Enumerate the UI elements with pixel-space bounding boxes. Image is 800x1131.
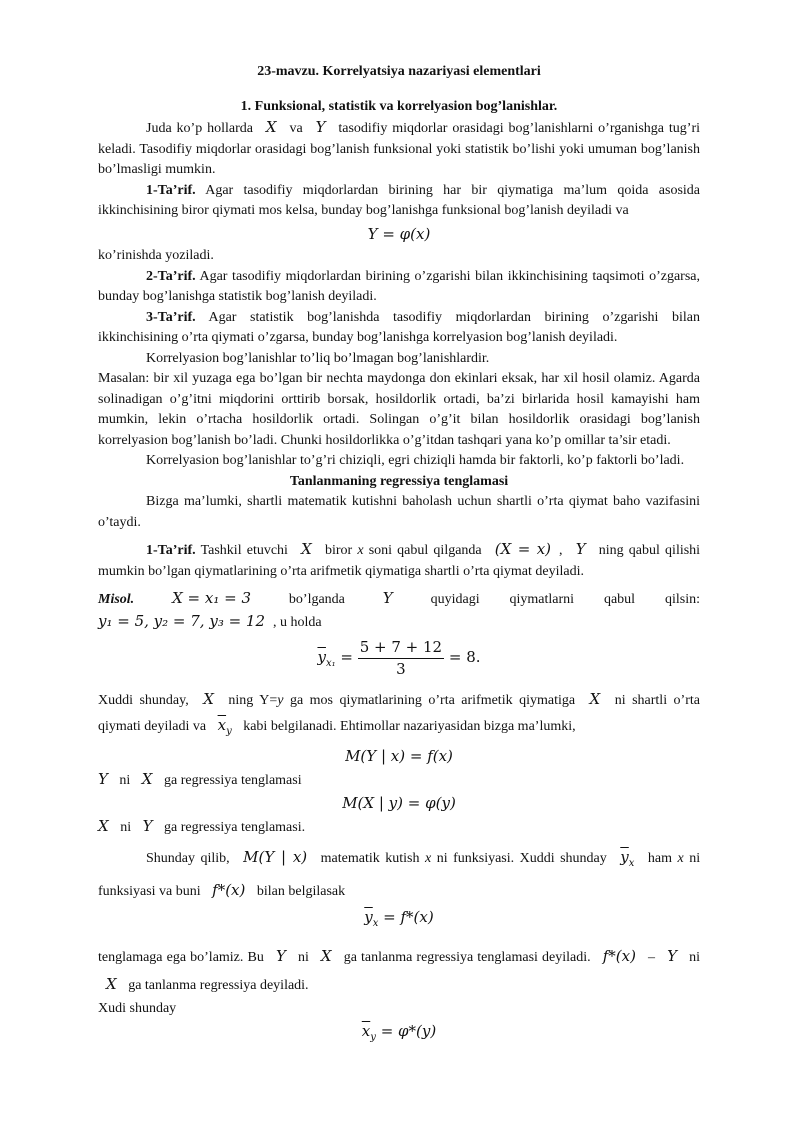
paragraph-tenglama: [98, 943, 700, 999]
paragraph-bizga: Bizga ma’lumki, shartli matematik kutishni baholash uchun shartli o’rta qiymat baho vazifasini o’taydi.: [98, 494, 700, 530]
dash: –: [648, 949, 656, 965]
text: bilan belgilasak: [256, 884, 346, 899]
text: ga regressiya tenglamasi: [163, 772, 302, 788]
var-y: Y: [575, 540, 586, 558]
ybar: $\overline{y}$: [364, 908, 373, 926]
formula-rhs: = φ*(y): [380, 1022, 437, 1040]
text: ga mos qiymatlarining o’rta arifmetik qiymatiga: [289, 693, 576, 708]
text: qiymatlarni: [509, 592, 575, 607]
definition-label: 2-Ta’rif.: [146, 268, 196, 284]
text: ni: [297, 949, 309, 965]
page-heading: 23-mavzu. Korrelyatsiya nazariyasi elementlari: [257, 64, 541, 79]
formula-mean-example: $\overline{y}_{x_1}$ = $\frac{5 + 7 + 12}{3}$ = 8.: [317, 638, 481, 678]
var-y: Y: [98, 769, 108, 788]
subscript: y: [226, 726, 232, 737]
text: kabi belgilanadi. Ehtimollar nazariyasidan bizga ma’lumki,: [243, 719, 576, 734]
formula-regression-xy: M(X | y) = φ(y): [342, 794, 456, 812]
definition-label: 1-Ta’rif.: [146, 182, 196, 198]
text: ni funksiyasi. Xuddi shunday: [436, 851, 607, 866]
text: Shunday qilib,: [146, 851, 230, 866]
formula-inline: f*(x): [212, 881, 246, 899]
misol-label: Misol.: [98, 592, 135, 607]
var-y: Y: [667, 946, 678, 965]
text: Xuddi shunday,: [98, 693, 189, 708]
ybar: $\overline{y}$: [317, 648, 326, 666]
formula-inline: f*(x): [602, 946, 636, 965]
var-x: X: [106, 974, 117, 993]
subscript: x: [372, 918, 379, 929]
text: va: [289, 121, 303, 136]
result: = 8.: [448, 648, 481, 666]
definition-3: [98, 308, 700, 349]
var-y: Y: [315, 118, 326, 136]
paragraph-korrelyasion-2: Korrelyasion bog’lanishlar to’g’ri chiziqli, egri chiziqli hamda bir faktorli, ko’p faktorli bo’ladi.: [146, 453, 685, 468]
definition-text: Agar tasodifiy miqdorlardan birining har bir qiymatiga ma’lum qoida asosida ikkinchisining biror qiymati mos kelsa, bunday bog’lanishga funksional bog’lanish deyiladi va: [98, 182, 700, 218]
document-page: [98, 58, 700, 1051]
text: ni: [689, 949, 700, 965]
misol-values-line: [98, 611, 700, 634]
text: ni: [119, 772, 131, 788]
var-x: X: [203, 690, 214, 708]
var-x: X: [320, 946, 332, 965]
text: ni funksiyasi va buni: [98, 851, 701, 899]
definition-text: Agar statistik bog’lanishda tasodifiy miqdorlardan birining o’zgarishi bilan ikkinchisining o’rta qiymati o’zgarsa, bunday bog’lanishga korrelyasion bog’lanish deyiladi.: [98, 309, 700, 345]
text: ning Y=: [228, 693, 278, 708]
definition-conditional-mean: [98, 539, 700, 582]
text: ni: [120, 819, 132, 835]
text: ham: [647, 851, 673, 866]
text: ga tanlanma regressiya deyiladi.: [128, 977, 309, 993]
paragraph-xudi: Xudi shunday: [98, 1000, 177, 1016]
definition-text: Agar tasodifiy miqdorlardan birining o’zgarishi bilan ikkinchisining taqsimoti o’zgarsa, bunday bog’lanishga statistik bog’lanish deyiladi.: [98, 268, 701, 304]
subscript: x: [628, 858, 635, 869]
var-x: X: [98, 816, 109, 835]
text: matematik kutish: [320, 851, 420, 866]
var-y: Y: [142, 816, 153, 835]
xbar: $\overline{x}$: [361, 1022, 371, 1040]
subscript: x₁: [325, 658, 336, 669]
text: ning qabul qilishi mumkin bo’lgan qiymatlarining o’rta arifmetik qiymatiga shartli o’rta qiymat deyiladi.: [98, 543, 701, 579]
var-x: X: [589, 690, 601, 708]
var-y: Y: [275, 946, 286, 965]
var-x-small: x: [357, 543, 364, 558]
comma: ,: [559, 543, 563, 558]
condition: (X = x): [494, 540, 552, 558]
var-x: X: [301, 540, 312, 558]
text: qilsin:: [664, 592, 700, 607]
definition-label: 3-Ta’rif.: [146, 309, 196, 325]
numerator: 5 + 7 + 12: [358, 637, 444, 659]
var-x-small: x: [677, 851, 684, 866]
ybar: $\overline{y}$: [620, 848, 629, 866]
var-x: X: [141, 769, 153, 788]
xbar: $\overline{x}$: [217, 716, 227, 734]
formula-inline: M(Y | x): [243, 848, 308, 866]
paragraph-xuddi: [98, 687, 700, 744]
formula-regression-yx: M(Y | x) = f(x): [345, 747, 453, 765]
text: soni qabul qilganda: [368, 543, 482, 558]
section2-title: Tanlanmaning regressiya tenglamasi: [289, 473, 509, 489]
subscript: y: [370, 1032, 376, 1043]
formula-sample-regression-xy: [98, 1021, 700, 1049]
text: tenglamaga ega bo’lamiz. Bu: [98, 949, 264, 965]
paragraph-korrelyasion-1: Korrelyasion bog’lanishlar to’liq bo’lmagan bog’lanishlardir.: [146, 350, 490, 366]
definition-1: [98, 181, 700, 222]
denominator: 3: [396, 659, 406, 678]
paragraph-masalan: Masalan: bir xil yuzaga ega bo’lgan bir nechta maydonga don ekinlari eksak, har xil hosil olamiz. Agarda solinadigan o’g’itni miqdorini orttirib borsak, hosildorlik ortadi, ba’zi birlarida hosil kamayishi ham mumkin, lekin o’rtacha hosildorlik ortadi. Solingan o’g’it bilan hosildorlik orasidagi bog’lanish korrelyasion bog’lanish bo’ladi. Chunki hosildorlikka o’g’itdan tashqari yana ko’p omillar ta’sir etadi.: [98, 371, 700, 448]
text: Tashkil etuvchi: [200, 543, 288, 558]
text: tasodifiy miqdorlar orasidagi bog’lanishlarni o’rganishga tug’ri keladi. Tasodifiy miqdorlar orasidagi bog’lanish funksional yoki statistik bo’lishi yoki umuman bog’lanish bo’lmasligi mumkin.: [98, 121, 701, 177]
formula-functional: Y = φ(x): [367, 224, 431, 243]
var-x: X: [265, 118, 277, 136]
text: ga regressiya tenglamasi.: [163, 819, 306, 835]
section1-title: 1. Funksional, statistik va korrelyasion bog’lanishlar.: [240, 98, 558, 114]
text: ga tanlanma regressiya tenglamasi deyiladi.: [343, 949, 591, 965]
definition-2: [98, 267, 700, 308]
definition-label: 1-Ta’rif.: [146, 543, 196, 558]
misol-line: [98, 588, 700, 611]
var-y: Y: [382, 589, 393, 607]
var-y-small: y: [277, 693, 284, 708]
paragraph-intro: [98, 117, 700, 181]
line-x-on-y: [98, 816, 700, 839]
var-x-small: x: [424, 851, 432, 866]
text: , u holda: [273, 614, 322, 630]
text: ni shartli o’rta qiymati deyiladi va: [98, 693, 700, 734]
misol-condition: X = x₁ = 3: [172, 589, 251, 607]
line-y-on-x: [98, 769, 700, 792]
text: Juda ko’p hollarda: [146, 121, 253, 136]
misol-values: y₁ = 5, y₂ = 7, y₃ = 12: [98, 611, 266, 630]
text: qabul: [603, 592, 636, 607]
definition-1-after: ko’rinishda yoziladi.: [98, 248, 214, 263]
fraction: [358, 637, 444, 679]
formula-rhs: = f*(x): [383, 908, 434, 926]
paragraph-shunday: [98, 844, 700, 905]
text: biror: [324, 543, 353, 558]
text: quyidagi: [430, 592, 480, 607]
text: bo’lganda: [288, 592, 345, 607]
formula-sample-regression-yx: [98, 907, 700, 935]
